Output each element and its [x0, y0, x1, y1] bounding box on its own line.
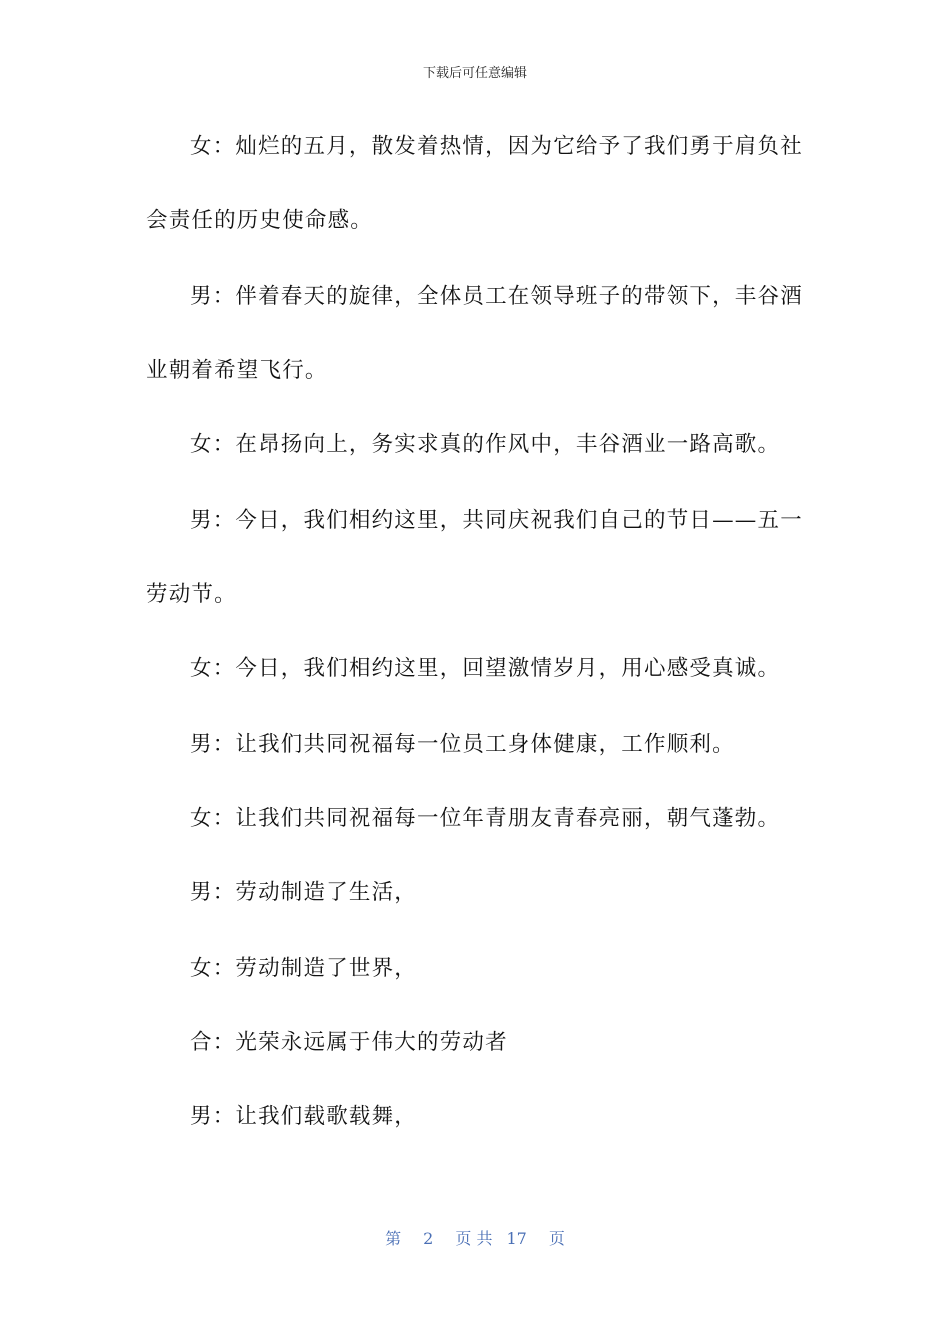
paragraph-line: 女：让我们共同祝福每一位年青朋友青春亮丽，朝气蓬勃。	[190, 806, 781, 831]
paragraph-line: 女：灿烂的五月，散发着热情，因为它给予了我们勇于肩负社	[190, 134, 803, 159]
paragraph-line: 男：今日，我们相约这里，共同庆祝我们自己的节日——五一	[190, 508, 803, 533]
paragraph-line: 女：今日，我们相约这里，回望激情岁月，用心感受真诚。	[190, 656, 781, 681]
footer-total-pages: 17	[506, 1229, 527, 1248]
paragraph-line: 女：劳动制造了世界，	[190, 956, 418, 981]
page-footer	[0, 1228, 950, 1250]
paragraph-line: 劳动节。	[146, 582, 237, 607]
paragraph-line: 男：让我们载歌载舞，	[190, 1104, 418, 1129]
page-header-note: 下载后可任意编辑	[422, 66, 527, 81]
paragraph-line: 业朝着希望飞行。	[146, 358, 328, 383]
paragraph-line: 女：在昂扬向上，务实求真的作风中，丰谷酒业一路高歌。	[190, 432, 781, 457]
paragraph-line: 会责任的历史使命感。	[146, 208, 374, 233]
paragraph-line: 男：让我们共同祝福每一位员工身体健康，工作顺利。	[190, 732, 735, 757]
footer-label-end: 页	[548, 1229, 565, 1248]
footer-label-page: 第	[385, 1229, 402, 1248]
footer-label-mid: 页 共	[455, 1229, 493, 1248]
paragraph-line: 男：劳动制造了生活，	[190, 880, 418, 905]
paragraph-line: 合：光荣永远属于伟大的劳动者	[190, 1030, 508, 1055]
footer-current-page: 2	[423, 1229, 434, 1248]
paragraph-line: 男：伴着春天的旋律，全体员工在领导班子的带领下，丰谷酒	[190, 284, 803, 309]
